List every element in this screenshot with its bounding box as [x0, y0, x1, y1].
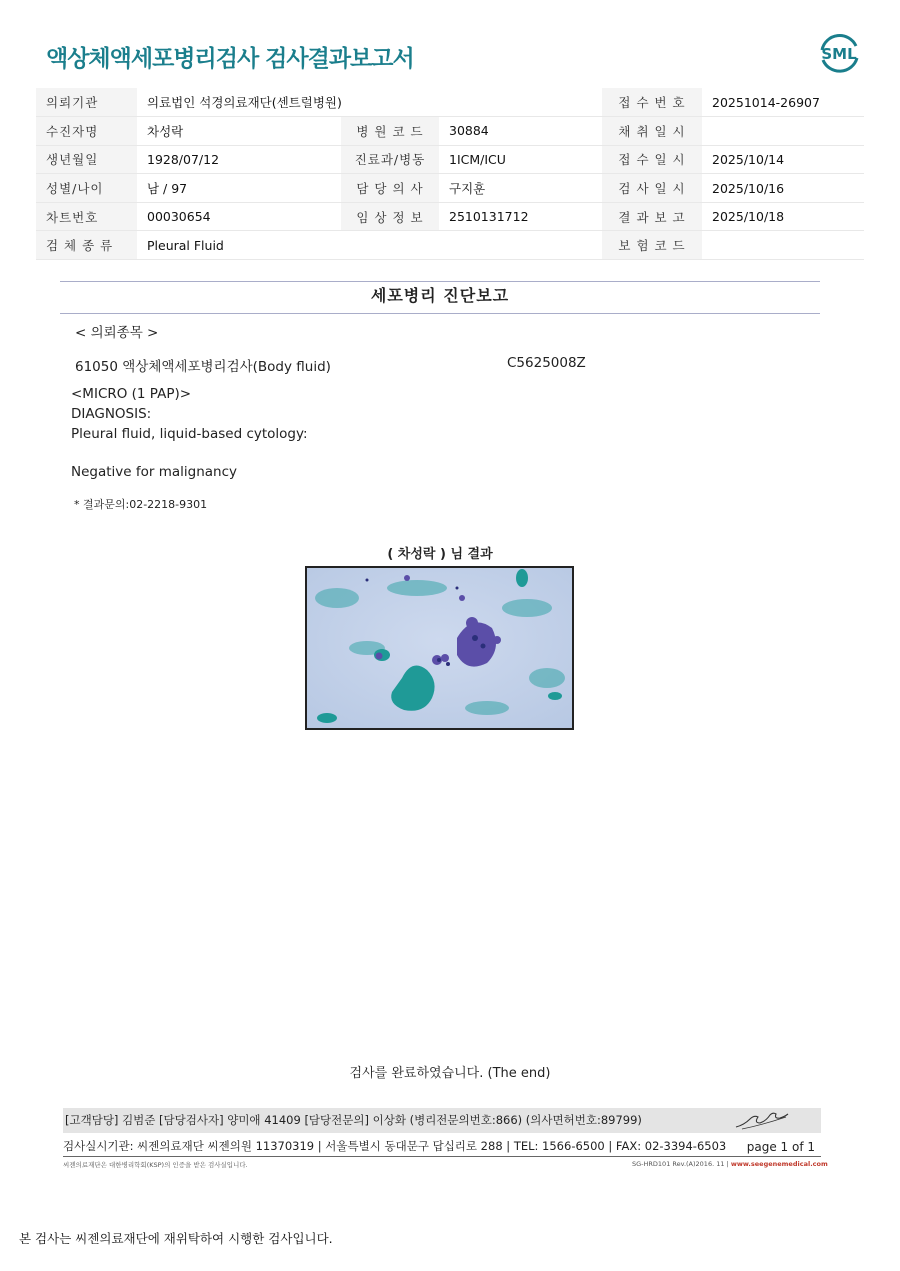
info-value: 00030654: [137, 202, 341, 231]
certification-note: 씨젠의료재단은 대한병리학회(KSP)의 인증을 받은 검사실입니다.: [63, 1161, 248, 1169]
section-header: [60, 281, 820, 314]
info-value: 의료법인 석경의료재단(센트럴병원): [137, 88, 602, 117]
info-label: 병 원 코 드: [341, 117, 439, 146]
info-value: [702, 231, 864, 260]
info-value: 2510131712: [439, 202, 602, 231]
info-value: 20251014-26907: [702, 88, 864, 117]
info-row: [36, 174, 864, 203]
info-label: 검 체 종 류: [36, 231, 137, 260]
info-label: 차트번호: [36, 202, 137, 231]
info-value: 30884: [439, 117, 602, 146]
section-title: 세포병리 진단보고: [370, 286, 510, 305]
diagnosis-result: Negative for malignancy: [71, 464, 238, 480]
report-title: 액상체액세포병리검사 검사결과보고서: [46, 46, 414, 72]
info-value: 1ICM/ICU: [439, 145, 602, 174]
cytology-image: [305, 566, 574, 730]
website-link[interactable]: www.seegenemedical.com: [730, 1160, 828, 1168]
test-id: C5625008Z: [507, 355, 586, 371]
diagnosis-label: DIAGNOSIS:: [71, 406, 152, 422]
staff-bar: [고객담당] 김범준 [담당검사자] 양미애 41409 [담당전문의] 이상화 (병리전문의번호:866) (의사면허번호:89799): [63, 1108, 821, 1133]
info-label: 접 수 번 호: [602, 88, 702, 117]
patient-info-table: [36, 88, 864, 260]
info-label: 결 과 보 고: [602, 202, 702, 231]
inquiry-phone: * 결과문의:02-2218-9301: [74, 498, 208, 511]
info-label: 임 상 정 보: [341, 202, 439, 231]
info-label: 보 험 코 드: [602, 231, 702, 260]
institution-info: 검사실시기관: 씨젠의료재단 씨젠의원 11370319 | 서울특별시 동대문구 답십리로 288 | TEL: 1566-6500 | FAX: 02-3394-6503: [63, 1139, 727, 1153]
info-label: 의뢰기관: [36, 88, 137, 117]
reconsignment-note: 본 검사는 씨젠의료재단에 재위탁하여 시행한 검사입니다.: [19, 1231, 333, 1246]
info-row: [36, 117, 864, 146]
end-text: 검사를 완료하였습니다. (The end): [349, 1066, 551, 1081]
diagnosis-specimen: Pleural fluid, liquid-based cytology:: [71, 426, 308, 442]
info-value: [702, 117, 864, 146]
page-number: page 1 of 1: [746, 1140, 815, 1154]
info-value: 2025/10/14: [702, 145, 864, 174]
info-value: Pleural Fluid: [137, 231, 602, 260]
info-label: 생년월일: [36, 145, 137, 174]
form-code: [632, 1160, 828, 1168]
info-label: 채 취 일 시: [602, 117, 702, 146]
info-label: 접 수 일 시: [602, 145, 702, 174]
info-label: 성별/나이: [36, 174, 137, 203]
test-code-name: 61050 액상체액세포병리검사(Body fluid): [75, 359, 331, 375]
info-label: 수진자명: [36, 117, 137, 146]
info-row: [36, 145, 864, 174]
info-value: 구지훈: [439, 174, 602, 203]
info-label: 진료과/병동: [341, 145, 439, 174]
info-row: [36, 88, 864, 117]
info-label: 검 사 일 시: [602, 174, 702, 203]
sml-logo-icon: [814, 30, 864, 74]
form-code-text: SG-HRD101 Rev.(A)2016. 11 |: [632, 1160, 731, 1168]
info-value: 차성락: [137, 117, 341, 146]
info-value: 남 / 97: [137, 174, 341, 203]
institution-line: [63, 1138, 821, 1157]
logo-text: SML: [821, 45, 857, 63]
request-heading: < 의뢰종목 >: [75, 325, 159, 341]
info-label: 담 당 의 사: [341, 174, 439, 203]
info-value: 1928/07/12: [137, 145, 341, 174]
signature-icon: [732, 1107, 790, 1133]
info-value: 2025/10/16: [702, 174, 864, 203]
result-image-title: ( 차성락 ) 님 결과: [387, 547, 493, 562]
info-value: 2025/10/18: [702, 202, 864, 231]
micro-label: <MICRO (1 PAP)>: [71, 386, 192, 402]
info-row: [36, 202, 864, 231]
info-row: [36, 231, 864, 260]
